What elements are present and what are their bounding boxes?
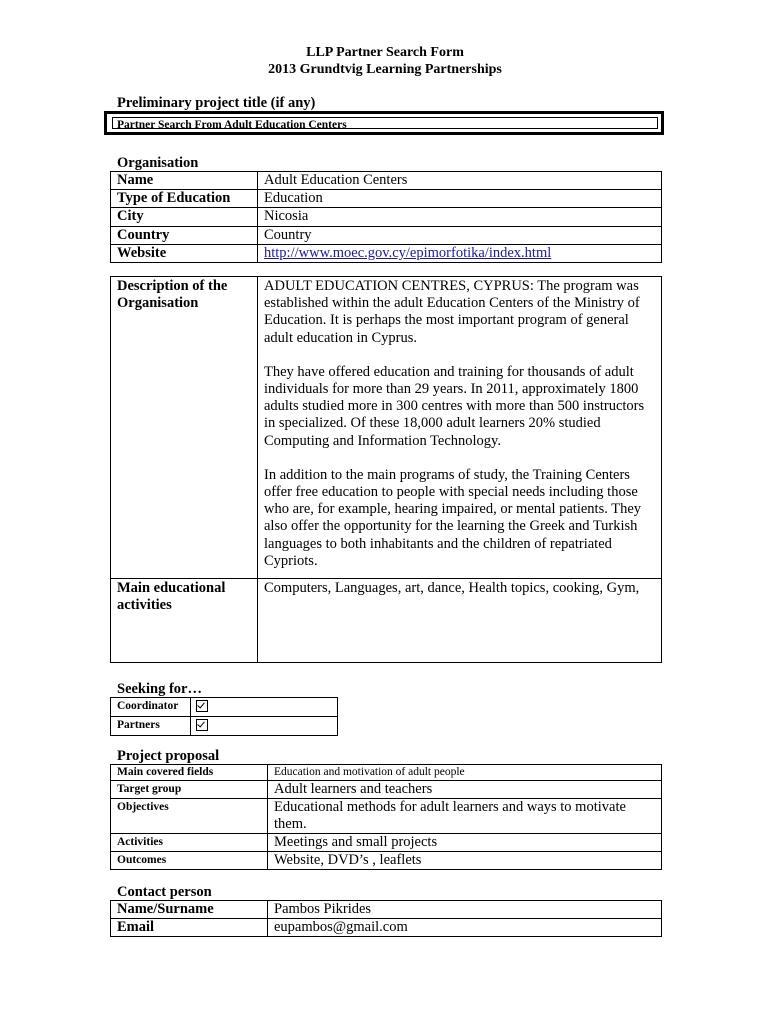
contact-name-value: Pambos Pikrides [268,901,662,919]
org-type-value: Education [258,190,662,208]
table-row [111,244,662,262]
contact-heading: Contact person [117,884,212,900]
table-row [111,208,662,226]
org-type-label: Type of Education [111,190,258,208]
partners-label: Partners [111,717,191,736]
contact-table [110,900,662,937]
target-group-label: Target group [111,781,268,799]
proposal-table [110,764,662,870]
outcomes-value: Website, DVD’s , leaflets [268,852,662,870]
table-row [111,834,662,852]
main-fields-value: Education and motivation of adult people [268,765,662,781]
organisation-table [110,171,662,263]
organisation-heading: Organisation [117,155,199,171]
description-paragraph: They have offered education and training for thousands of adult individuals for more than 29 years. In 2011, approximately 1800 adults studied more in 300 centres with more than 500 instructors in specialized. Of these 18,000 adult learners 20% studied Computing and Information Technology. [264,363,645,449]
description-label: Description of the Organisation [111,277,258,579]
table-row [111,226,662,244]
target-group-value: Adult learners and teachers [268,781,662,799]
activities-proposal-label: Activities [111,834,268,852]
preliminary-title-value: Partner Search From Adult Education Centers [112,117,658,129]
table-row [111,901,662,919]
contact-email-label: Email [111,919,268,937]
description-value [258,277,662,579]
partners-checkbox[interactable] [196,719,208,731]
table-row [111,781,662,799]
org-city-value: Nicosia [258,208,662,226]
activities-proposal-value: Meetings and small projects [268,834,662,852]
org-city-label: City [111,208,258,226]
coordinator-checkbox[interactable] [196,700,208,712]
table-row [111,190,662,208]
org-website-label: Website [111,244,258,262]
coordinator-label: Coordinator [111,698,191,717]
table-row [111,852,662,870]
org-website-link[interactable]: http://www.moec.gov.cy/epimorfotika/index.html [264,244,552,261]
table-row [111,579,662,663]
org-country-label: Country [111,226,258,244]
description-paragraph: In addition to the main programs of study, the Training Centers offer free education to people with special needs including those who are, for example, hearing impaired, or mental patients. They also offer the opportunity for the learning the Greek and Turkish languages to both inhabitants and the children of repatriated Cypriots. [264,466,641,569]
table-row [111,799,662,834]
table-row [111,698,338,717]
preliminary-title-box [104,111,664,135]
activities-label: Main educational activities [111,579,258,663]
table-row [111,765,662,781]
description-paragraph: ADULT EDUCATION CENTRES, CYPRUS: The program was established within the adult Education Centers of the Ministry of Education. It is perhaps the most important program of general adult education in Cyprus. [264,278,640,346]
form-title: LLP Partner Search Form [306,45,464,60]
outcomes-label: Outcomes [111,852,268,870]
table-row [111,277,662,579]
objectives-label: Objectives [111,799,268,834]
activities-value: Computers, Languages, art, dance, Health topics, cooking, Gym, [258,579,662,663]
objectives-value: Educational methods for adult learners and ways to motivate them. [268,799,662,834]
table-row [111,717,338,736]
contact-email-value: eupambos@gmail.com [268,919,662,937]
preliminary-heading: Preliminary project title (if any) [117,95,316,111]
table-row [111,919,662,937]
main-fields-label: Main covered fields [111,765,268,781]
seeking-heading: Seeking for… [117,681,202,697]
org-country-value: Country [258,226,662,244]
description-table [110,276,662,663]
form-subtitle: 2013 Grundtvig Learning Partnerships [268,62,502,77]
contact-name-label: Name/Surname [111,901,268,919]
org-name-value: Adult Education Centers [258,172,662,190]
org-name-label: Name [111,172,258,190]
seeking-table [110,697,338,736]
table-row [111,172,662,190]
proposal-heading: Project proposal [117,748,220,764]
